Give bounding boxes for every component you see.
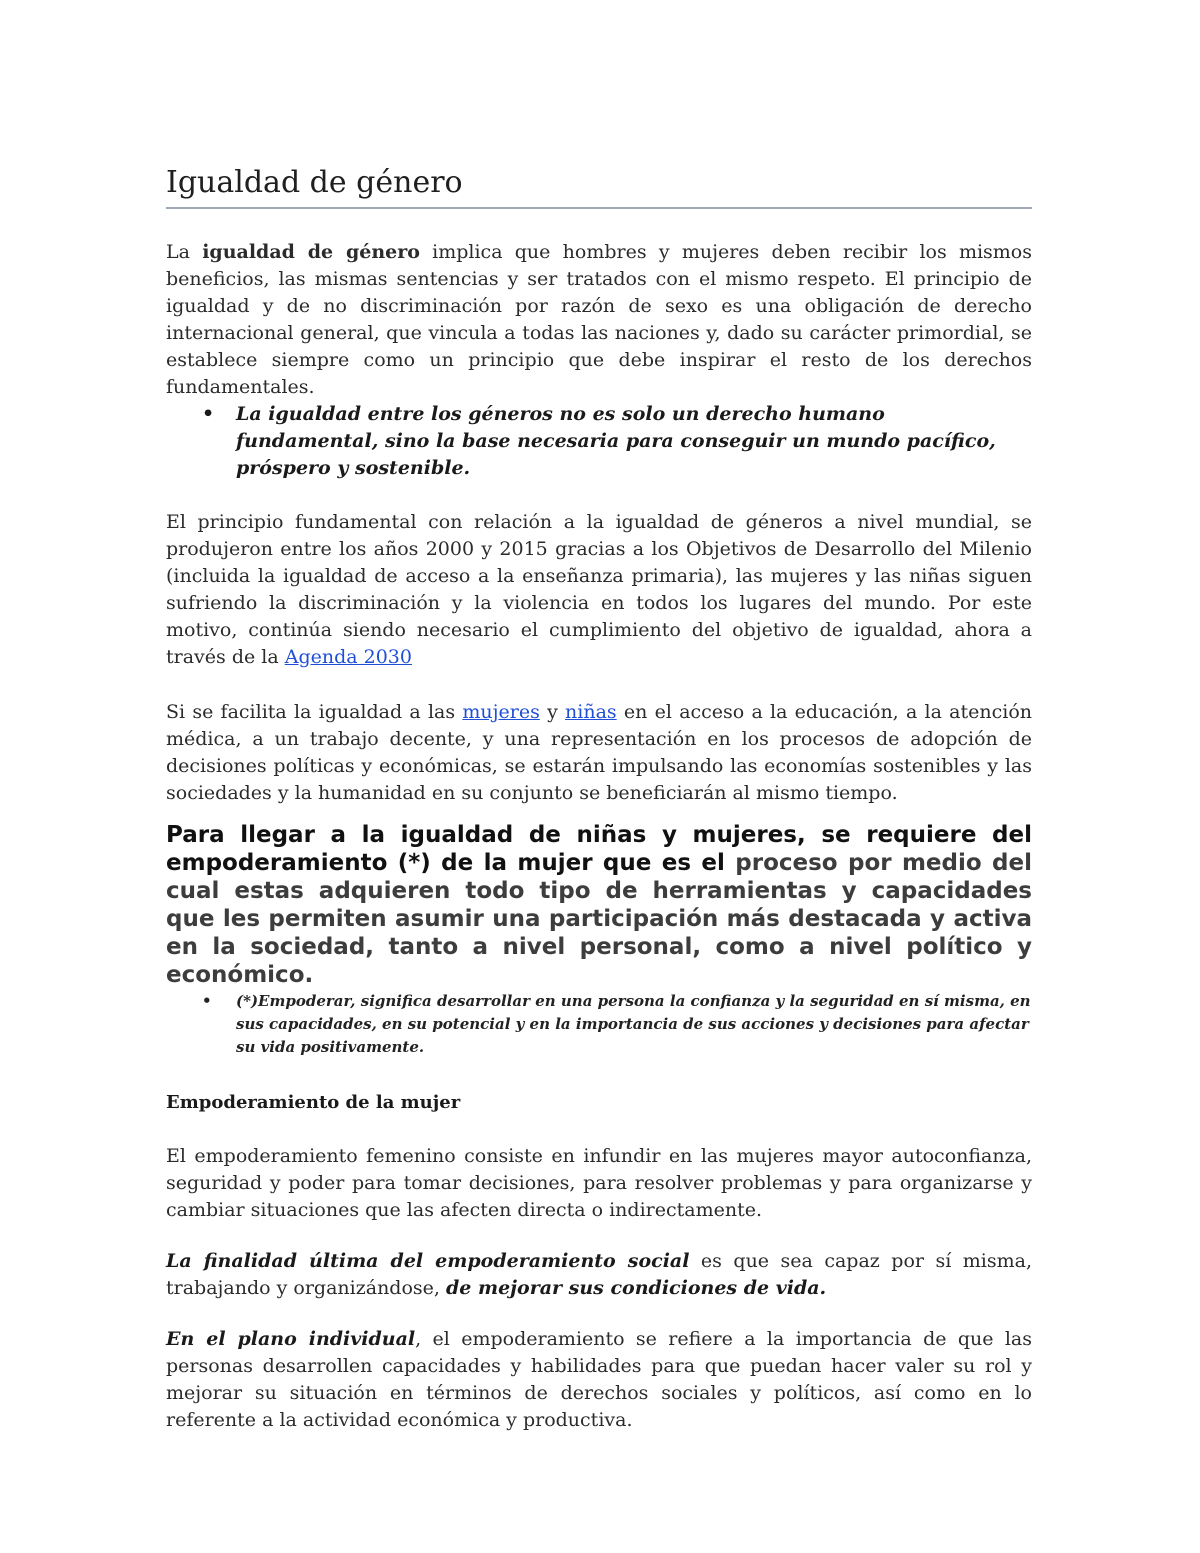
- bullet-list-1: [166, 401, 1032, 482]
- intro-lead: La: [166, 241, 203, 263]
- bullet-text: La igualdad entre los géneros no es solo un derecho humano fundamental, sino la base necesaria para conseguir un mundo pacífico, próspero y sostenible.: [236, 403, 996, 479]
- intro-paragraph: [166, 239, 1032, 401]
- bullet-icon: •: [202, 403, 215, 425]
- paragraph-purpose: [166, 1248, 1032, 1302]
- paragraph-purpose-lead: La finalidad última del empoderamiento social: [166, 1250, 690, 1272]
- bullet-list-2: [166, 990, 1032, 1059]
- paragraph-equality-mid: y: [539, 701, 566, 723]
- paragraph-purpose-mid: es que sea capaz por sí misma, trabajando y organizándose,: [166, 1250, 1032, 1299]
- paragraph-individual-rest: , el empoderamiento se refiere a la importancia de que las personas desarrollen capacidades y habilidades para que puedan hacer valer su rol y mejorar su situación en términos de derechos sociales y políticos, así como en lo referente a la actividad económica y productiva.: [166, 1328, 1033, 1431]
- paragraph-goals: [166, 509, 1032, 671]
- bullet-text: (*)Empoderar, significa desarrollar en una persona la confianza y la seguridad en sí misma, en sus capacidades, en su potencial y en la importancia de sus acciones y decisiones para afectar su vida positivamente.: [236, 992, 1031, 1056]
- paragraph-individual: [166, 1326, 1032, 1434]
- section-heading: Empoderamiento de la mujer: [166, 1092, 461, 1113]
- list-item: [166, 401, 1032, 482]
- emphasis-main: Para llegar a la igualdad de niñas y mujeres, se requiere del empoderamiento (*) de la mujer que es el: [166, 822, 1032, 876]
- paragraph-equality: [166, 699, 1032, 807]
- paragraph-equality-lead: Si se facilita la igualdad a las: [166, 701, 463, 723]
- document-body: [166, 163, 1032, 1434]
- paragraph-goals-text: El principio fundamental con relación a la igualdad de géneros a nivel mundial, se produjeron entre los años 2000 y 2015 gracias a los Objetivos de Desarrollo del Milenio (incluida la igualdad de acceso a la enseñanza primaria), las mujeres y las niñas siguen sufriendo la discriminación y la violencia en todos los lugares del mundo. Por este motivo, continúa siendo necesario el cumplimiento del objetivo de igualdad, ahora a través de la: [166, 511, 1032, 668]
- list-item: [166, 990, 1032, 1059]
- intro-rest: implica que hombres y mujeres deben recibir los mismos beneficios, las mismas sentencias y ser tratados con el mismo respeto. El principio de igualdad y de no discriminación por razón de sexo es una obligación de derecho internacional general, que vincula a todas las naciones y, dado su carácter primordial, se establece siempre como un principio que debe inspirar el resto de los derechos fundamentales.: [166, 241, 1032, 398]
- paragraph-purpose-end: de mejorar sus condiciones de vida.: [445, 1277, 827, 1299]
- intro-bold-term: igualdad de género: [202, 241, 420, 263]
- ninas-link[interactable]: niñas: [565, 701, 617, 723]
- paragraph-empowerment: El empoderamiento femenino consiste en infundir en las mujeres mayor autoconfianza, seguridad y poder para tomar decisiones, para resolver problemas y para organizarse y cambiar situaciones que las afecten directa o indirectamente.: [166, 1145, 1032, 1221]
- paragraph-equality-rest: en el acceso a la educación, a la atención médica, a un trabajo decente, y una representación en los procesos de adopción de decisiones políticas y económicas, se estarán impulsando las economías sostenibles y las sociedades y la humanidad en su conjunto se beneficiarán al mismo tiempo.: [166, 701, 1032, 804]
- agenda-2030-link[interactable]: Agenda 2030: [284, 646, 412, 668]
- emphasis-sub: proceso por medio del cual estas adquieren todo tipo de herramientas y capacidades que les permiten asumir una participación más destacada y activa en la sociedad, tanto a nivel personal, como a nivel político y económico.: [166, 850, 1033, 988]
- bullet-icon: •: [202, 992, 212, 1010]
- emphasis-paragraph: [166, 821, 1032, 989]
- paragraph-individual-lead: En el plano individual: [166, 1328, 416, 1350]
- page-title: Igualdad de género: [166, 163, 1032, 209]
- mujeres-link[interactable]: mujeres: [462, 701, 540, 723]
